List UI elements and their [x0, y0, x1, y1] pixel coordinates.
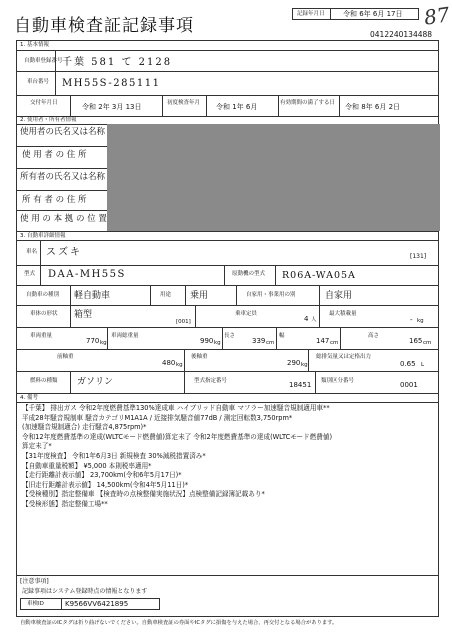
length-value: 339: [252, 337, 266, 345]
section-remarks-title: 4. 備考: [20, 395, 38, 401]
engine-label: 原動機の型式: [232, 271, 266, 277]
bottom-note: 自動車検査証のICタグは折り曲げないでください。自動車検査証の券面やICタグに損傷を与えた場合、再交付となる場合があります。: [20, 620, 338, 626]
weight-value: 770: [86, 337, 100, 345]
inspection-id-value: K9566VV6421895: [65, 600, 129, 608]
maker-value: スズキ: [46, 247, 82, 258]
front-axle-value: 480: [162, 359, 176, 367]
document-number: 0412240134488: [370, 30, 433, 39]
model-label: 型式: [24, 271, 36, 277]
rear-axle-unit: kg: [301, 362, 308, 368]
width-unit: cm: [330, 340, 339, 346]
width-label: 幅: [279, 333, 285, 339]
height-label: 高さ: [368, 333, 380, 339]
remark-line: 【走行距離計表示値】 23,700km(令和6年5月17日)*: [22, 471, 182, 480]
displacement-unit: L: [421, 362, 425, 368]
remark-line: 【受検形態】指定整備工場**: [22, 499, 108, 508]
rear-axle-label: 後軸重: [191, 354, 208, 360]
height-value: 165: [409, 337, 423, 345]
first-reg-value: 令和 1年 6月: [216, 103, 258, 111]
reg-no-label: 自動車登録番号: [24, 58, 63, 64]
body-value: 箱型: [74, 310, 93, 320]
model-value: DAA-MH55S: [48, 269, 126, 280]
gross-value: 990: [200, 337, 214, 345]
handwritten-mark: 87: [422, 2, 451, 30]
section-basic-title: 1. 基本情報: [20, 42, 49, 48]
user-address-label: 使 用 者 の 住 所: [22, 150, 87, 160]
inspection-id-label: 車検ID: [27, 601, 44, 607]
remark-line: (加速騒音規制適合) 走行騒音4,875rpm)*: [22, 423, 147, 432]
expiry-value: 令和 8年 6月 2日: [345, 103, 401, 111]
remark-line: 算定未了*: [22, 442, 52, 451]
body-label: 車体の形状: [30, 311, 58, 317]
base-location-label: 使 用 の 本 拠 の 位 置: [20, 214, 107, 224]
weight-unit: kg: [100, 340, 107, 346]
kind-label: 自動車の種別: [26, 292, 60, 298]
weight-label: 車両重量: [30, 333, 53, 339]
maxload-value: -: [410, 316, 413, 324]
remark-line: 令和12年度燃費基準の達成(WLTCモード燃費値)算定未了 令和2年度燃費基準の達成(WLTCモード燃費値): [22, 432, 333, 441]
chassis-value: MH55S-285111: [62, 78, 161, 89]
reg-no-value: 千葉 581 て 2128: [62, 57, 173, 68]
type-approval-label: 型式指定番号: [194, 378, 228, 384]
redacted-owner-info: [107, 124, 440, 231]
caution-text: 記録事項はシステム登録時点の情報となります: [22, 588, 148, 595]
length-label: 長さ: [224, 333, 236, 339]
expiry-label: 有効期間の満了する日: [280, 100, 336, 106]
inspection-id-box: [20, 598, 160, 610]
displacement-value: 0.65: [400, 360, 416, 368]
user-name-label: 使用者の氏名又は名称: [20, 127, 106, 137]
body-code: [001]: [176, 319, 191, 325]
section-specs-title: 3. 自動車詳細情報: [20, 233, 66, 239]
fuel-label: 燃料の種類: [30, 378, 58, 384]
capacity-label: 乗車定員: [235, 311, 258, 317]
engine-value: R06A-WA05A: [282, 270, 356, 281]
type-approval-value: 18451: [289, 381, 312, 389]
private-value: 自家用: [325, 291, 353, 301]
width-value: 147: [316, 337, 330, 345]
remarks-block: [22, 404, 436, 510]
owner-name-label: 所有者の氏名又は名称: [20, 172, 106, 182]
caution-box: [16, 575, 439, 617]
maker-label: 車名: [26, 249, 38, 255]
caution-label: [注意事項]: [20, 578, 49, 585]
first-reg-label: 初度検査年月: [167, 100, 201, 106]
gross-unit: kg: [214, 340, 221, 346]
record-date-label: 記録年月日: [297, 11, 325, 17]
delivered-label: 交付年月日: [30, 100, 58, 106]
kind-value: 軽自動車: [74, 291, 111, 301]
capacity-value: 4: [304, 315, 309, 323]
fuel-value: ガソリン: [77, 377, 114, 387]
remark-line: 【千葉】 排出ガス 令和2年度燃費基準130%達成車 ハイブリッド自動車 マフラー加速騒音規制適用車**: [22, 404, 330, 412]
maxload-label: 最大積載量: [329, 311, 357, 317]
use-label: 用途: [160, 292, 172, 298]
remark-line: 平成28年騒音規制車 騒音カテゴリM1A1A / 近接排気騒音値77dB / 測定回転数3,750rpm*: [22, 413, 293, 422]
remark-line: 【受検種別】指定整備車 【検査時の点検整備実施状況】点検整備記録簿記載あり*: [22, 490, 265, 499]
maker-code: [131]: [410, 253, 427, 260]
document-title: 自動車検査証記録事項: [14, 16, 194, 36]
category-value: 0001: [400, 381, 418, 389]
use-value: 乗用: [190, 291, 209, 301]
front-axle-label: 前軸重: [57, 354, 74, 360]
remark-line: 【旧走行距離計表示値】 14,500km(令和4年5月11日)*: [22, 480, 189, 489]
delivered-value: 令和 2年 3月 13日: [82, 103, 142, 111]
displacement-label: 総排気量又は定格出力: [316, 354, 372, 360]
remark-line: 【31年度検査】 令和1年6月3日 新規検査 30%減税措置済み*: [22, 451, 206, 460]
height-unit: cm: [423, 340, 432, 346]
category-label: 類別区分番号: [321, 378, 355, 384]
maxload-unit: kg: [417, 318, 424, 324]
length-unit: cm: [266, 340, 275, 346]
front-axle-unit: kg: [176, 362, 183, 368]
chassis-label: 車台番号: [27, 79, 50, 85]
owner-address-label: 所 有 者 の 住 所: [22, 195, 87, 205]
record-date-box: [292, 8, 419, 20]
gross-label: 車両総重量: [111, 333, 139, 339]
remark-line: 【自動車重量税額】 ¥5,000 本則税率適用*: [22, 461, 152, 470]
capacity-unit: 人: [311, 317, 317, 323]
rear-axle-value: 290: [287, 359, 301, 367]
record-date-value: 令和 6年 6月 17日: [343, 10, 403, 18]
private-label: 自家用・事業用の別: [246, 292, 296, 298]
section-owner-title: 2. 使用者・所有者情報: [20, 117, 77, 123]
